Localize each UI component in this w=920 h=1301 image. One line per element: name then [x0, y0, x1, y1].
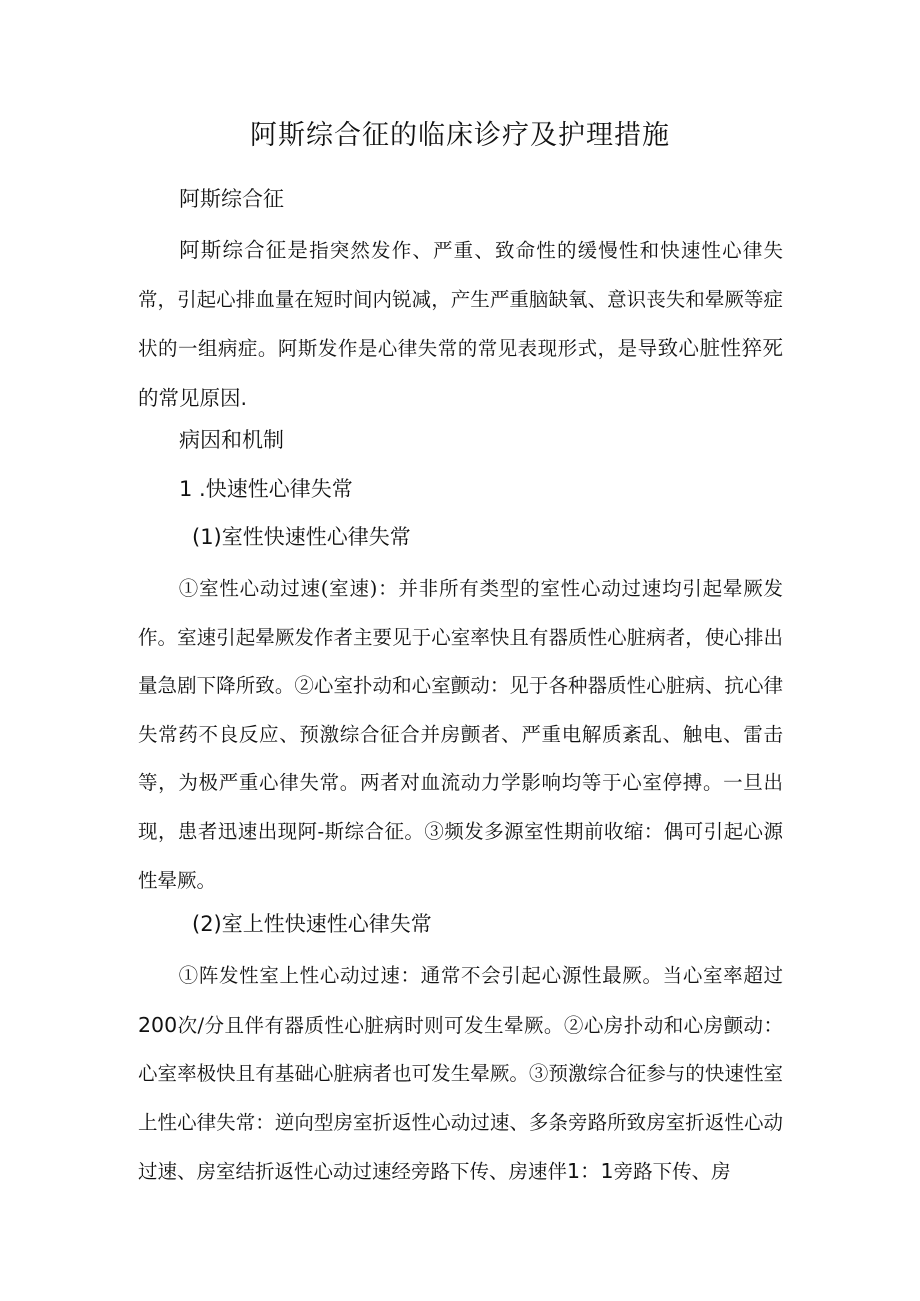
definition-paragraph: [138, 226, 783, 423]
supraventricular-text-c: 旁路下传、房: [613, 1160, 731, 1184]
document-title: 阿斯综合征的临床诊疗及护理措施: [250, 120, 670, 151]
heart-rate-number: 200: [138, 1012, 178, 1037]
subheading-ventricular: (1)室性快速性心律失常: [192, 525, 411, 549]
ventricular-paragraph: [138, 565, 783, 905]
definition-body: 指突然发作、严重、致命性的缓慢性和快速性心律失常，引起心排血量在短时间内锐减，产生严重脑缺氧、意识丧失和晕厥等症状的一组病症。阿斯发作是心律失常的常见表现形式，是导: [138, 239, 783, 361]
definition-term: 阿斯综合征是: [178, 238, 310, 262]
supraventricular-text-b: 次/分且伴有器质性心脏病时则可发生晕厥。②心房扑动和心房颤动：心室率极快且有基础心脏病者也可发生晕厥。③预激综合征参与的快速性室上性心律失常：逆向型房室折返性心动过速、多条旁路所致房室折返性心动过速、房室结折返性心动过速经旁路下传、房速伴: [138, 1013, 783, 1184]
conduction-ratio: 1：1: [567, 1159, 614, 1184]
supraventricular-text-a: ①阵发性室上性心动过速：通常不会引起心源性最厥。当心室率超过: [178, 964, 783, 987]
subheading-tachyarrhythmia: 1 .快速性心律失常: [179, 477, 353, 501]
subheading-supraventricular: (2)室上性快速性心律失常: [192, 912, 432, 936]
section-heading-etiology: 病因和机制: [179, 428, 284, 452]
section-heading-asi-syndrome: 阿斯综合征: [179, 187, 284, 211]
definition-emphasis: 致心脏性猝死的常见原因.: [138, 336, 783, 410]
supraventricular-paragraph: [138, 952, 783, 1197]
ventricular-paragraph-text: ①室性心动过速(室速)：并非所有类型的室性心动过速均引起晕厥发作。室速引起晕厥发作者主要见于心室率快且有器质性心脏病者，使心排出量急剧下降所致。②心室扑动和心室颤动：见于各种器质性心脏病、抗心律失常药不良反应、预激综合征合并房颤者、严重电解质紊乱、触电、雷击等，为极严重心律失常。两者对血流动力学影响均等于心室停搏。一旦出现，患者迅速出现阿-斯综合征。③频发多源室性期前收缩：偶可引起心源性晕厥。: [138, 577, 783, 892]
